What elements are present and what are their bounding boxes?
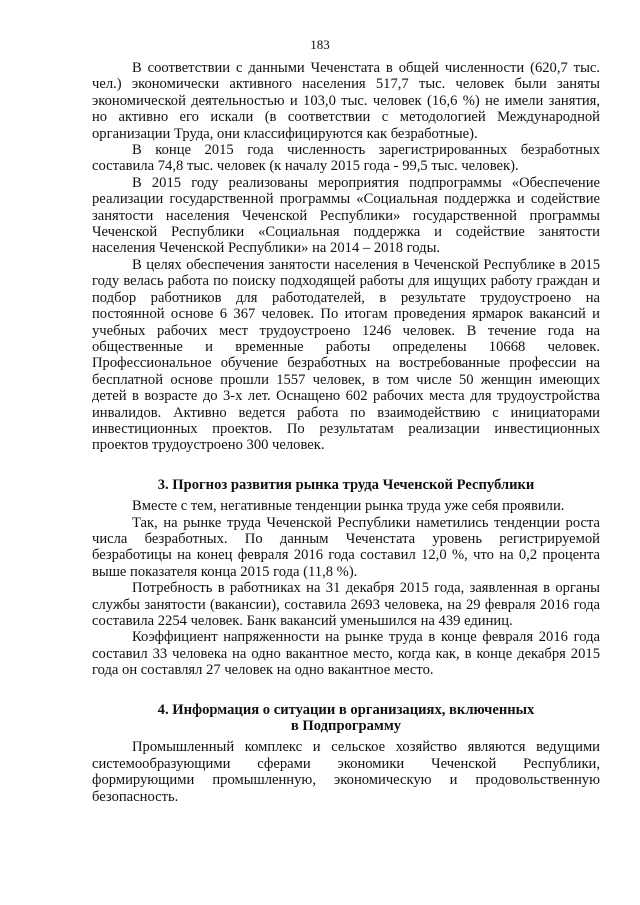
paragraph: В конце 2015 года численность зарегистрированных безработных составила 74,8 тыс. человек (к началу 2015 года - 99,5 тыс. человек). [92,142,600,175]
paragraph: Промышленный комплекс и сельское хозяйство являются ведущими системообразующими сферами экономики Чеченской Республики, формирующими промышленную, экономическую и продовольственную безопасность. [92,739,600,805]
paragraph: В соответствии с данными Чеченстата в общей численности (620,7 тыс. чел.) экономически активного населения 517,7 тыс. человек были заняты экономической деятельностью и 103,0 тыс. человек (16,6 %) не имели занятия, но активно его искали (в соответствии с методологией Международной организации Труда, они классифицируются как безработные). [92,60,600,142]
section-heading-4 [92,702,600,735]
section-heading-4-line2: в Подпрограмму [290,718,402,735]
page-number: 183 [310,37,330,52]
paragraph: В 2015 году реализованы мероприятия подпрограммы «Обеспечение реализации государственной программы «Социальная поддержка и содействие занятости населения Чеченской Республики» государственной программы Чеченской Республики «Социальная поддержка и содействие занятости населения Чеченской Республики» на 2014 – 2018 годы. [92,174,600,257]
paragraph: Так, на рынке труда Чеченской Республики наметились тенденции роста числа безработных. По данным Чеченстата уровень регистрируемой безработицы на конец февраля 2016 года составил 12,0 %, что на 0,2 процента выше показателя конца 2015 года (11,8 %). [92,514,600,580]
paragraph: Вместе с тем, негативные тенденции рынка труда уже себя проявили. [132,498,565,515]
paragraph: Коэффициент напряженности на рынке труда в конце февраля 2016 года составил 33 человека на одно вакантное место, когда как, в конце декабря 2015 года он составлял 27 человек на одно вакантное место. [92,629,600,679]
paragraph: Потребность в работниках на 31 декабря 2015 года, заявленная в органы службы занятости (вакансии), составила 2693 человека, на 29 февраля 2016 года составила 2254 человек. Банк вакансий уменьшился на 439 единиц. [92,580,600,629]
page-content [92,60,600,805]
paragraph: В целях обеспечения занятости населения в Чеченской Республике в 2015 году велась работа по поиску подходящей работы для ищущих работу граждан и подбор работников для работодателей, в результате трудоустроено на постоянной основе 6 367 человек. По итогам проведения ярмарок вакансий и учебных рабочих мест трудоустроено 1246 человек. В течение года на общественные и временные работы определены 10668 человек. Профессиональное обучение безработных на востребованные профессии на бесплатной основе прошли 1557 человек, в том числе 50 женщин имеющих детей в возрасте до 3-х лет. Оснащено 602 рабочих места для трудоустройства инвалидов. Активно ведется работа по взаимодействию с инициаторами инвестиционных проектов. По результатам реализации инвестиционных проектов трудоустроено 300 человек. [92,256,600,454]
section-heading-3: 3. Прогноз развития рынка труда Чеченской Республики [157,476,535,493]
section-heading-4-line1: 4. Информация о ситуации в организациях, включенных [157,701,535,718]
